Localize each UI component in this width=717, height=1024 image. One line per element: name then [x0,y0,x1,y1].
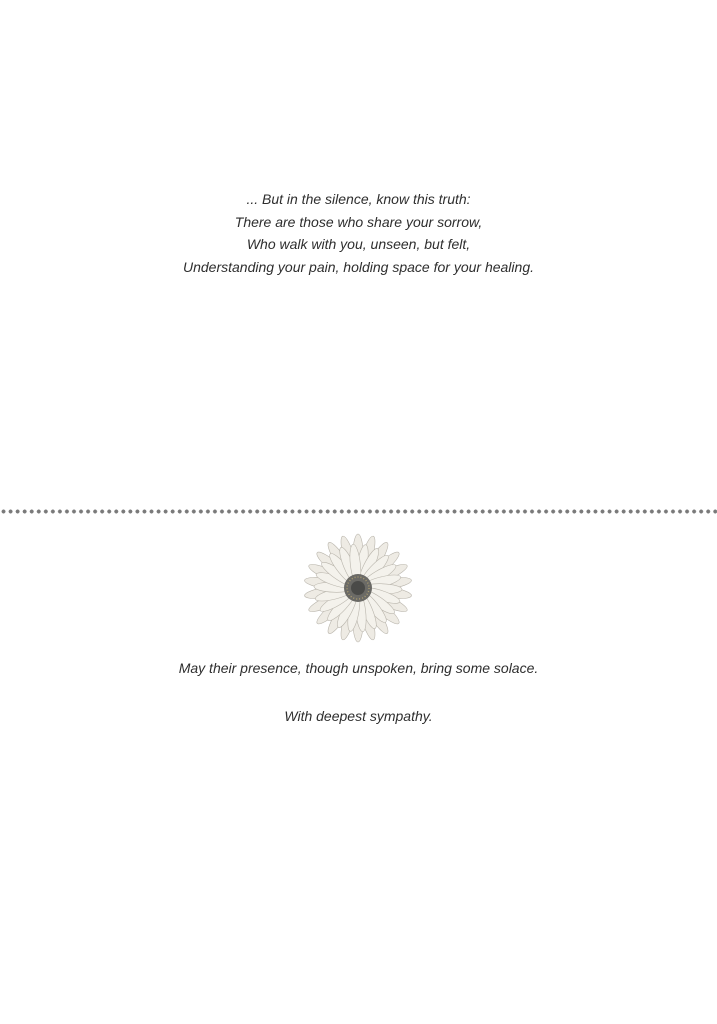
verse-line: Who walk with you, unseen, but felt, [246,236,471,252]
poem-verse [0,188,717,278]
verse-line: Understanding your pain, holding space for your healing. [182,258,534,275]
dotted-divider [0,509,717,514]
verse-line: ... But in the silence, know this truth: [246,191,471,207]
verse-line: There are those who share your sorrow, [234,213,483,230]
daisy-flower-illustration [303,533,413,643]
closing-signoff: With deepest sympathy. [284,708,433,724]
closing-message: May their presence, though unspoken, bring some solace. [178,660,539,676]
flower-center-inner [351,581,365,595]
